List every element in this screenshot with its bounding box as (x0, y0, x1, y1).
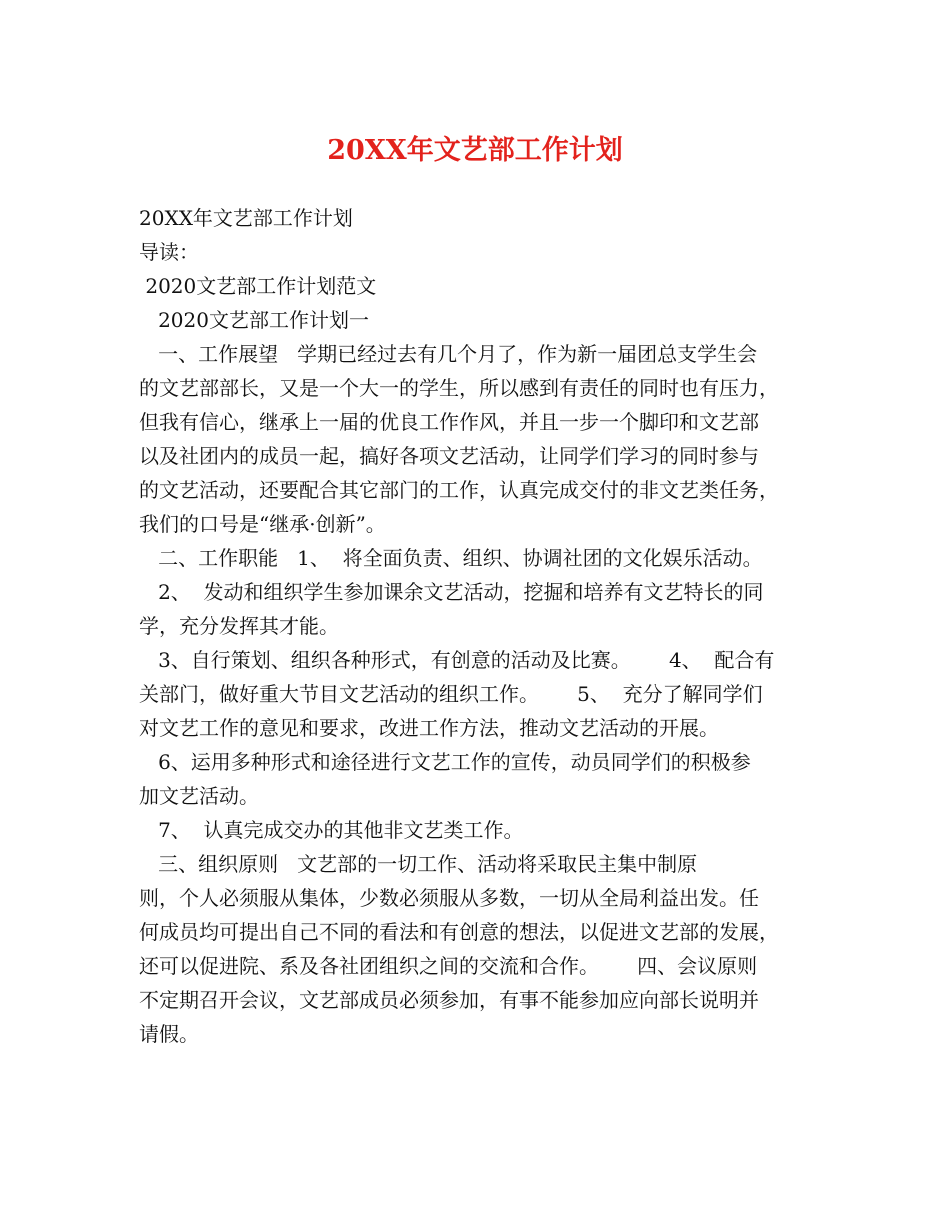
body-line: 但我有信心，继承上一届的优良工作作风，并且一步一个脚印和文艺部 (139, 410, 759, 434)
body-line: 一、工作展望 学期已经过去有几个月了，作为新一届团总支学生会 (139, 342, 758, 366)
body-line: 20XX年文艺部工作计划 (139, 206, 353, 230)
body-line: 以及社团内的成员一起，搞好各项文艺活动，让同学们学习的同时参与 (139, 444, 759, 468)
body-line: 3、自行策划、组织各种形式，有创意的活动及比赛。 4、 配合有 (139, 648, 775, 672)
body-line: 的文艺活动，还要配合其它部门的工作，认真完成交付的非文艺类任务， (139, 478, 779, 502)
body-line: 我们的口号是“继承·创新”。 (139, 512, 386, 536)
body-line: 对文艺工作的意见和要求，改进工作方法，推动文艺活动的开展。 (139, 716, 719, 740)
body-line: 2020文艺部工作计划一 (139, 308, 369, 332)
body-line: 导读： (139, 240, 199, 264)
body-line: 学，充分发挥其才能。 (139, 614, 339, 638)
body-line: 关部门，做好重大节目文艺活动的组织工作。 5、 充分了解同学们 (139, 682, 763, 706)
body-line: 的文艺部部长，又是一个大一的学生，所以感到有责任的同时也有压力， (139, 376, 779, 400)
body-line: 2020文艺部工作计划范文 (139, 274, 377, 298)
body-line: 2、 发动和组织学生参加课余文艺活动，挖掘和培养有文艺特长的同 (139, 580, 764, 604)
body-line: 7、 认真完成交办的其他非文艺类工作。 (139, 818, 524, 842)
body-line: 不定期召开会议，文艺部成员必须参加，有事不能参加应向部长说明并 (139, 988, 759, 1012)
document-body (139, 201, 829, 1051)
body-line: 6、运用多种形式和途径进行文艺工作的宣传，动员同学们的积极参 (139, 750, 751, 774)
document-title: 20XX年文艺部工作计划 (327, 135, 623, 166)
body-line: 请假。 (139, 1022, 199, 1046)
body-line: 还可以促进院、系及各社团组织之间的交流和合作。 四、会议原则 (139, 954, 758, 978)
body-line: 何成员均可提出自己不同的看法和有创意的想法，以促进文艺部的发展， (139, 920, 779, 944)
body-line: 二、工作职能 1、 将全面负责、组织、协调社团的文化娱乐活动。 (139, 546, 763, 570)
body-line: 三、组织原则 文艺部的一切工作、活动将采取民主集中制原 (139, 852, 698, 876)
body-line: 则，个人必须服从集体，少数必须服从多数，一切从全局利益出发。任 (139, 886, 759, 910)
body-line: 加文艺活动。 (139, 784, 259, 808)
